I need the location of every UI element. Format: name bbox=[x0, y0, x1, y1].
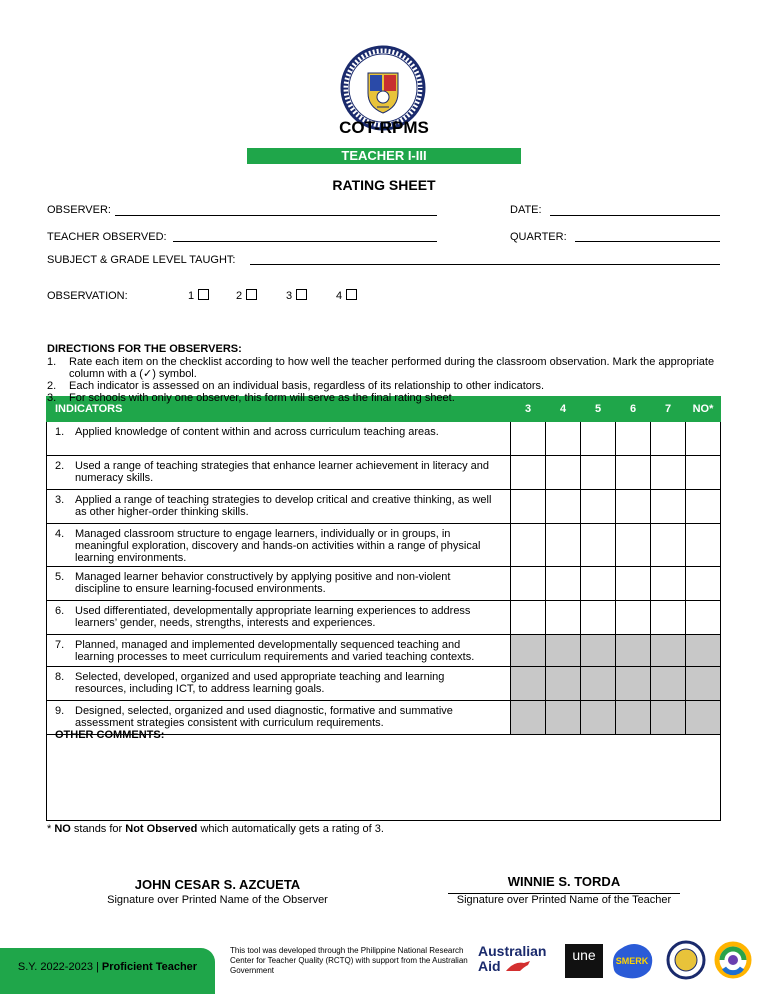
rating-cell[interactable] bbox=[651, 456, 686, 490]
indicator-text: Planned, managed and implemented developmentally sequenced teaching and learning processes to meet curriculum requirements and varied teaching contexts. bbox=[75, 639, 475, 663]
school-year-label: S.Y. 2022-2023 | Proficient Teacher bbox=[17, 961, 198, 973]
indicator-number: 2. bbox=[55, 460, 65, 472]
checkbox[interactable] bbox=[198, 289, 209, 300]
indicator-cell bbox=[47, 567, 511, 601]
rating-cell[interactable] bbox=[546, 635, 581, 667]
observer-label: OBSERVER: bbox=[47, 204, 111, 216]
rating-cell[interactable] bbox=[511, 567, 546, 601]
indicator-text: Used a range of teaching strategies that enhance learner achievement in literacy and numeracy skills. bbox=[75, 460, 489, 484]
rating-cell[interactable] bbox=[616, 601, 651, 635]
indicator-number: 1. bbox=[55, 426, 65, 438]
observation-option-1[interactable]: 1 bbox=[188, 289, 209, 302]
kangaroo-icon bbox=[504, 959, 534, 973]
subject-field[interactable] bbox=[250, 264, 720, 265]
observer-name: JOHN CESAR S. AZCUETA bbox=[134, 877, 301, 892]
indicator-cell bbox=[47, 422, 511, 456]
observer-signature-caption: Signature over Printed Name of the Observer bbox=[107, 894, 328, 906]
rating-cell[interactable] bbox=[686, 524, 721, 567]
teacher-signature-caption: Signature over Printed Name of the Teacher bbox=[456, 894, 672, 906]
observation-option-4[interactable]: 4 bbox=[336, 289, 357, 302]
table-row bbox=[47, 490, 721, 524]
rating-cell[interactable] bbox=[686, 601, 721, 635]
table-row bbox=[47, 667, 721, 701]
page-subtitle: RATING SHEET bbox=[332, 177, 436, 193]
column-header: NO* bbox=[686, 397, 721, 422]
rating-cell[interactable] bbox=[651, 567, 686, 601]
credit-text: This tool was developed through the Philippine National Research Center for Teacher Quality (RCTQ) with support from the Australian Government bbox=[230, 946, 468, 975]
rating-cell[interactable] bbox=[581, 524, 616, 567]
date-field[interactable] bbox=[550, 215, 720, 216]
rating-cell[interactable] bbox=[581, 601, 616, 635]
checkbox[interactable] bbox=[246, 289, 257, 300]
indicator-cell bbox=[47, 456, 511, 490]
direction-item: 3. For schools with only one observer, this form will serve as the final rating sheet. bbox=[47, 392, 455, 404]
une-logo: une bbox=[565, 944, 603, 978]
column-header: 3 bbox=[511, 397, 546, 422]
indicator-cell bbox=[47, 667, 511, 701]
observation-label: OBSERVATION: bbox=[47, 290, 128, 302]
date-label: DATE: bbox=[510, 204, 542, 216]
rating-cell[interactable] bbox=[511, 601, 546, 635]
teacher-observed-field[interactable] bbox=[173, 241, 437, 242]
table-row bbox=[47, 567, 721, 601]
quarter-label: QUARTER: bbox=[510, 231, 567, 243]
observation-option-3[interactable]: 3 bbox=[286, 289, 307, 302]
indicator-text: Applied a range of teaching strategies to develop critical and creative thinking, as well as other higher-order thinking skills. bbox=[75, 494, 492, 518]
rating-cell[interactable] bbox=[651, 601, 686, 635]
rating-cell[interactable] bbox=[686, 667, 721, 701]
rating-cell[interactable] bbox=[546, 601, 581, 635]
column-header: 6 bbox=[616, 397, 651, 422]
indicator-cell bbox=[47, 490, 511, 524]
indicator-text: Selected, developed, organized and used appropriate teaching and learning resources, including ICT, to address learning goals. bbox=[75, 671, 445, 695]
smerk-logo bbox=[608, 940, 656, 982]
rating-cell[interactable] bbox=[616, 422, 651, 456]
subject-label: SUBJECT & GRADE LEVEL TAUGHT: bbox=[47, 254, 236, 266]
table-row bbox=[47, 524, 721, 567]
rating-cell[interactable] bbox=[546, 422, 581, 456]
indicator-number: 4. bbox=[55, 528, 65, 540]
rating-cell[interactable] bbox=[546, 490, 581, 524]
indicators-header: INDICATORS bbox=[47, 397, 511, 422]
rating-cell[interactable] bbox=[581, 422, 616, 456]
rating-cell[interactable] bbox=[616, 456, 651, 490]
checkbox[interactable] bbox=[296, 289, 307, 300]
direction-item: 1. Rate each item on the checklist according to how well the teacher performed during the classroom observation. Mark the appropriate column with a (✓) symbol. bbox=[47, 356, 715, 380]
rating-cell[interactable] bbox=[686, 490, 721, 524]
table-row bbox=[47, 456, 721, 490]
rating-cell[interactable] bbox=[651, 524, 686, 567]
rating-cell[interactable] bbox=[511, 524, 546, 567]
other-comments-box[interactable] bbox=[46, 727, 721, 821]
indicator-text: Used differentiated, developmentally appropriate learning experiences to address learners’ gender, needs, strengths, interests and experiences. bbox=[75, 605, 471, 629]
rating-cell[interactable] bbox=[511, 667, 546, 701]
footnote: * NO stands for Not Observed which automatically gets a rating of 3. bbox=[47, 823, 384, 835]
page-title: COT-RPMS bbox=[339, 118, 429, 137]
table-row bbox=[47, 635, 721, 667]
indicator-text: Designed, selected, organized and used diagnostic, formative and summative assessment strategies consistent with curriculum requirements. bbox=[75, 705, 453, 729]
checkbox[interactable] bbox=[346, 289, 357, 300]
rating-cell[interactable] bbox=[686, 456, 721, 490]
direction-item: 2. Each indicator is assessed on an individual basis, regardless of its relationship to other indicators. bbox=[47, 380, 545, 392]
rating-cell[interactable] bbox=[651, 422, 686, 456]
rating-cell[interactable] bbox=[616, 524, 651, 567]
indicator-cell bbox=[47, 635, 511, 667]
rating-cell[interactable] bbox=[651, 490, 686, 524]
column-header: 4 bbox=[546, 397, 581, 422]
svg-text:SMERK: SMERK bbox=[615, 956, 649, 966]
indicator-cell bbox=[47, 601, 511, 635]
deped-seal-small-icon bbox=[666, 940, 706, 980]
table-row bbox=[47, 422, 721, 456]
rating-cell[interactable] bbox=[546, 667, 581, 701]
rating-cell[interactable] bbox=[511, 456, 546, 490]
rating-cell[interactable] bbox=[581, 490, 616, 524]
teacher-name: WINNIE S. TORDA bbox=[507, 874, 621, 889]
column-header: 5 bbox=[581, 397, 616, 422]
indicator-number: 9. bbox=[55, 705, 65, 717]
indicator-text: Managed learner behavior constructively by applying positive and non-violent discipline to ensure learning-focused environments. bbox=[75, 571, 451, 595]
indicator-number: 8. bbox=[55, 671, 65, 683]
other-comments-label: OTHER COMMENTS: bbox=[55, 729, 165, 741]
column-header: 7 bbox=[651, 397, 686, 422]
rating-cell[interactable] bbox=[546, 567, 581, 601]
table-row bbox=[47, 601, 721, 635]
rating-cell[interactable] bbox=[511, 422, 546, 456]
indicator-number: 7. bbox=[55, 639, 65, 651]
rating-cell[interactable] bbox=[581, 456, 616, 490]
rating-cell[interactable] bbox=[581, 635, 616, 667]
rating-cell[interactable] bbox=[616, 667, 651, 701]
indicator-number: 6. bbox=[55, 605, 65, 617]
rating-cell[interactable] bbox=[686, 635, 721, 667]
indicator-number: 3. bbox=[55, 494, 65, 506]
quarter-field[interactable] bbox=[575, 241, 720, 242]
rating-cell[interactable] bbox=[511, 635, 546, 667]
rating-cell[interactable] bbox=[616, 567, 651, 601]
rating-cell[interactable] bbox=[686, 567, 721, 601]
observation-option-2[interactable]: 2 bbox=[236, 289, 257, 302]
indicator-text: Applied knowledge of content within and across curriculum teaching areas. bbox=[75, 426, 439, 438]
rating-cell[interactable] bbox=[511, 490, 546, 524]
observer-field[interactable] bbox=[115, 215, 437, 216]
australian-aid-logo: Australian Aid bbox=[478, 943, 547, 974]
rating-cell[interactable] bbox=[651, 635, 686, 667]
rating-cell[interactable] bbox=[546, 456, 581, 490]
rating-cell[interactable] bbox=[581, 667, 616, 701]
indicator-number: 5. bbox=[55, 571, 65, 583]
teacher-observed-label: TEACHER OBSERVED: bbox=[47, 231, 167, 243]
rating-cell[interactable] bbox=[546, 524, 581, 567]
directions-title: DIRECTIONS FOR THE OBSERVERS: bbox=[47, 343, 242, 355]
rating-cell[interactable] bbox=[686, 422, 721, 456]
rating-cell[interactable] bbox=[581, 567, 616, 601]
teacher-level-banner: TEACHER I-III bbox=[247, 148, 521, 164]
rating-cell[interactable] bbox=[616, 490, 651, 524]
indicator-cell bbox=[47, 524, 511, 567]
rctq-logo-icon bbox=[712, 940, 754, 980]
indicators-table bbox=[46, 396, 721, 735]
rating-cell[interactable] bbox=[616, 635, 651, 667]
rating-cell[interactable] bbox=[651, 667, 686, 701]
indicator-text: Managed classroom structure to engage learners, individually or in groups, in meaningful exploration, discovery and hands-on activities within a range of physical learning environments. bbox=[75, 528, 481, 564]
